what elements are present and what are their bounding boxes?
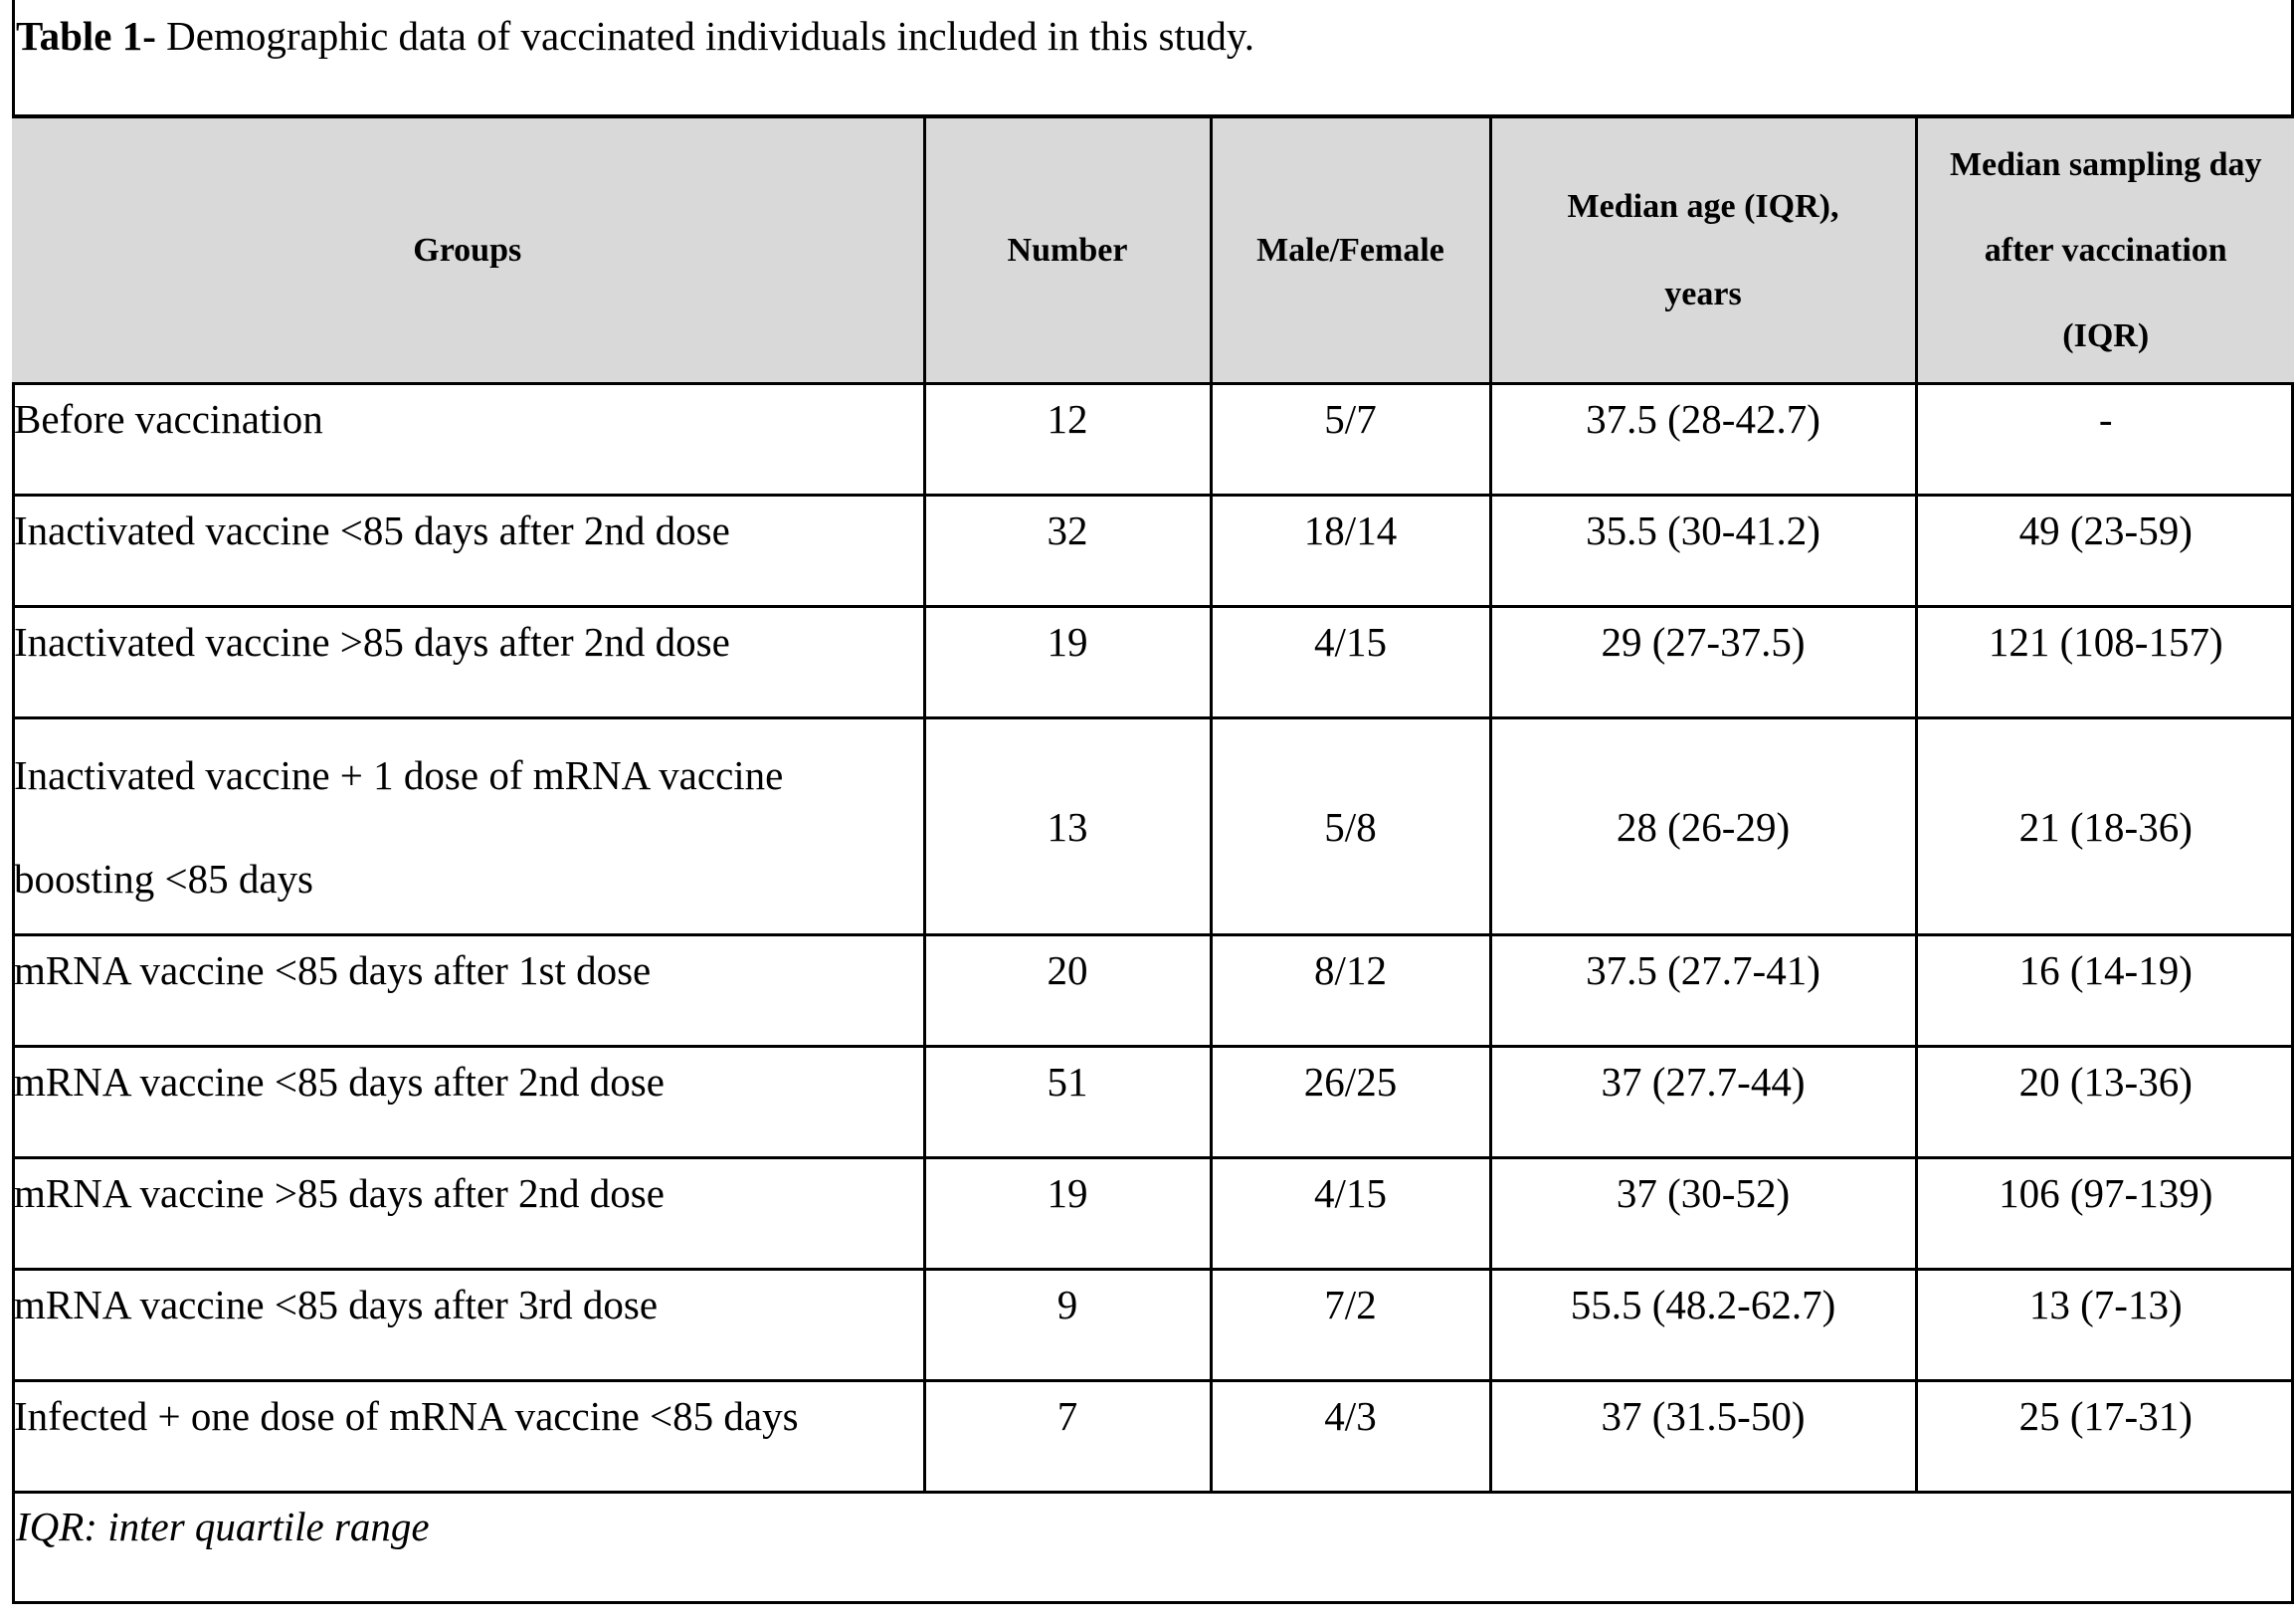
cell-sex: 5/7 [1211, 384, 1490, 496]
cell-group: mRNA vaccine <85 days after 2nd dose [12, 1047, 924, 1158]
cell-day: 16 (14-19) [1916, 935, 2294, 1047]
header-day-line3: (IQR) [2062, 316, 2150, 354]
table-row [12, 1270, 2294, 1381]
table-row [12, 1047, 2294, 1158]
cell-sex: 7/2 [1211, 1270, 1490, 1381]
table-row [12, 496, 2294, 607]
cell-day: 25 (17-31) [1916, 1381, 2294, 1493]
cell-group: Before vaccination [12, 384, 924, 496]
header-day-line2: after vaccination [1984, 231, 2227, 269]
cell-sex: 4/15 [1211, 607, 1490, 718]
table-row [12, 1381, 2294, 1493]
header-median-age [1490, 117, 1916, 384]
cell-sex: 18/14 [1211, 496, 1490, 607]
table-caption [12, 0, 2294, 117]
cell-sex: 26/25 [1211, 1047, 1490, 1158]
cell-number: 12 [924, 384, 1211, 496]
cell-day: - [1916, 384, 2294, 496]
cell-age: 37 (30-52) [1490, 1158, 1916, 1270]
cell-day: 21 (18-36) [1916, 718, 2294, 935]
cell-group: mRNA vaccine >85 days after 2nd dose [12, 1158, 924, 1270]
cell-number: 9 [924, 1270, 1211, 1381]
header-number: Number [924, 117, 1211, 384]
header-sampling-day [1916, 117, 2294, 384]
cell-age: 35.5 (30-41.2) [1490, 496, 1916, 607]
cell-number: 19 [924, 607, 1211, 718]
cell-sex: 4/3 [1211, 1381, 1490, 1493]
cell-number: 7 [924, 1381, 1211, 1493]
table-footnote: IQR: inter quartile range [16, 1504, 430, 1549]
cell-number: 20 [924, 935, 1211, 1047]
cell-number: 13 [924, 718, 1211, 935]
table-row [12, 607, 2294, 718]
cell-age: 29 (27-37.5) [1490, 607, 1916, 718]
caption-label: Table 1- [16, 13, 156, 59]
cell-number: 19 [924, 1158, 1211, 1270]
cell-group: Infected + one dose of mRNA vaccine <85 days [12, 1381, 924, 1493]
cell-day: 20 (13-36) [1916, 1047, 2294, 1158]
cell-day: 121 (108-157) [1916, 607, 2294, 718]
table-row [12, 935, 2294, 1047]
cell-group: Inactivated vaccine >85 days after 2nd dose [12, 607, 924, 718]
header-row [12, 117, 2294, 384]
cell-day: 13 (7-13) [1916, 1270, 2294, 1381]
cell-day: 49 (23-59) [1916, 496, 2294, 607]
table-row [12, 384, 2294, 496]
cell-age: 37.5 (27.7-41) [1490, 935, 1916, 1047]
cell-group-line2: boosting <85 days [14, 855, 314, 902]
cell-age: 37 (27.7-44) [1490, 1047, 1916, 1158]
cell-sex: 4/15 [1211, 1158, 1490, 1270]
header-day-line1: Median sampling day [1949, 145, 2262, 183]
cell-group: mRNA vaccine <85 days after 3rd dose [12, 1270, 924, 1381]
cell-age: 37.5 (28-42.7) [1490, 384, 1916, 496]
cell-sex: 5/8 [1211, 718, 1490, 935]
header-groups: Groups [12, 117, 924, 384]
cell-number: 51 [924, 1047, 1211, 1158]
cell-age: 37 (31.5-50) [1490, 1381, 1916, 1493]
caption-text: Demographic data of vaccinated individuals included in this study. [155, 13, 1254, 59]
cell-group [12, 718, 924, 935]
cell-age: 55.5 (48.2-62.7) [1490, 1270, 1916, 1381]
cell-sex: 8/12 [1211, 935, 1490, 1047]
demographic-table [12, 115, 2294, 1494]
header-age-line2: years [1664, 275, 1742, 312]
cell-group: mRNA vaccine <85 days after 1st dose [12, 935, 924, 1047]
table-row [12, 718, 2294, 935]
table-row [12, 1158, 2294, 1270]
header-sex: Male/Female [1211, 117, 1490, 384]
cell-day: 106 (97-139) [1916, 1158, 2294, 1270]
cell-age: 28 (26-29) [1490, 718, 1916, 935]
cell-number: 32 [924, 496, 1211, 607]
header-age-line1: Median age (IQR), [1567, 187, 1839, 225]
cell-group-line1: Inactivated vaccine + 1 dose of mRNA vaccine [14, 751, 784, 798]
cell-group: Inactivated vaccine <85 days after 2nd dose [12, 496, 924, 607]
